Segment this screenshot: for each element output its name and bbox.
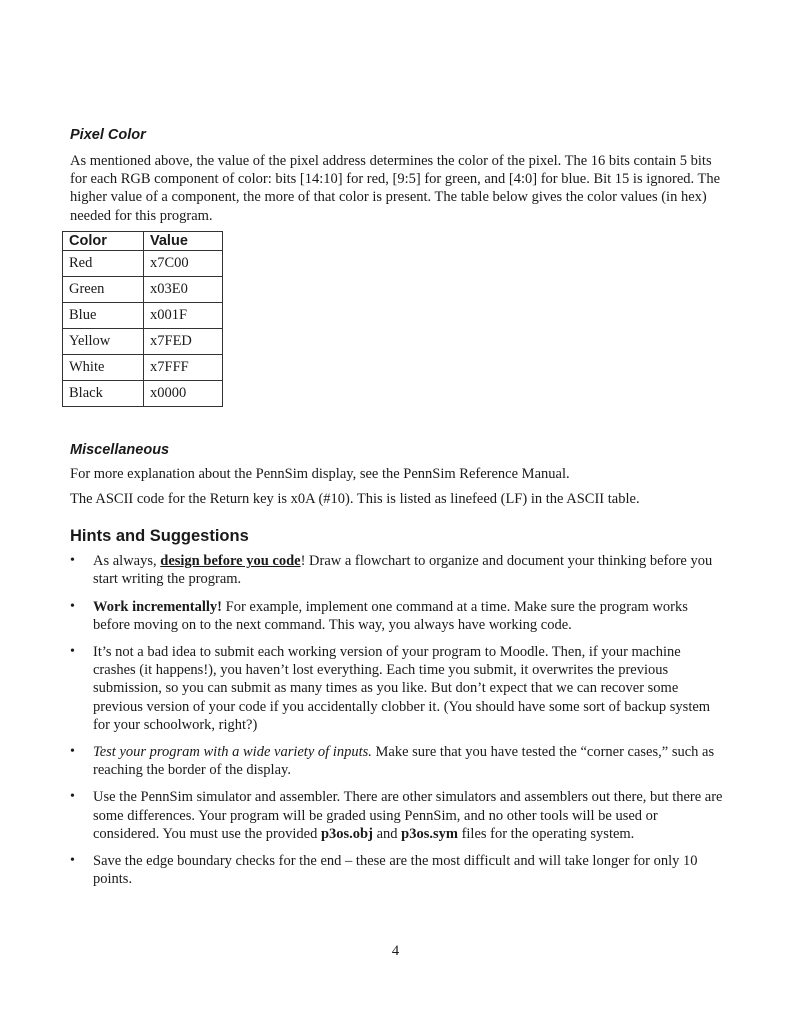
table-cell: x001F — [144, 302, 223, 328]
table-cell: x03E0 — [144, 276, 223, 302]
table-cell: x7FFF — [144, 354, 223, 380]
hint-emphasis: Test your program with a wide variety of inputs. — [93, 744, 372, 761]
table-row — [63, 354, 223, 380]
table-cell: Red — [63, 250, 144, 276]
table-row — [63, 250, 223, 276]
table-cell: Yellow — [63, 328, 144, 354]
table-cell: Black — [63, 380, 144, 406]
hint-text: ! Draw a flowchart to organize and document your thinking before you start writing the program. — [93, 553, 713, 588]
document-page — [70, 126, 725, 897]
hint-text: It’s not a bad idea to submit each working version of your program to Moodle. Then, if your machine crashes (it happens!), you haven’t lost everything. Each time you submit, it overwrites the previous submission, so you can submit as many times as you like. But don’t expect that we can recover some previous version of your code if you accidentally clobber it. (You should have some sort of backup system for your schoolwork, right?) — [93, 644, 711, 733]
table-cell: White — [63, 354, 144, 380]
page-number: 4 — [391, 943, 400, 959]
list-item — [70, 788, 725, 843]
table-row — [63, 328, 223, 354]
file-name: p3os.obj — [320, 825, 373, 842]
table-cell: Blue — [63, 302, 144, 328]
table-row — [63, 380, 223, 406]
table-header-value: Value — [144, 231, 223, 250]
miscellaneous-paragraph-1: For more explanation about the PennSim display, see the PennSim Reference Manual. — [70, 465, 570, 482]
table-cell: x7FED — [144, 328, 223, 354]
hint-text: files for the operating system. — [457, 825, 635, 842]
miscellaneous-heading: Miscellaneous — [70, 441, 170, 458]
list-item — [70, 743, 725, 779]
miscellaneous-paragraph-2: The ASCII code for the Return key is x0A (#10). This is listed as linefeed (LF) in the ASCII table. — [70, 491, 640, 508]
color-table — [62, 231, 223, 407]
table-cell: Green — [63, 276, 144, 302]
hint-emphasis: Work incrementally! — [93, 598, 223, 615]
bullet-icon: • — [70, 644, 75, 660]
hints-list — [70, 552, 725, 888]
table-row — [63, 276, 223, 302]
table-cell: x0000 — [144, 380, 223, 406]
bullet-icon: • — [70, 789, 75, 805]
hint-text: For example, implement one command at a time. Make sure the program works before moving on to the next command. This way, you always have working code. — [93, 598, 688, 633]
file-name: p3os.sym — [401, 825, 458, 842]
list-item — [70, 552, 725, 588]
hint-text: As always, — [93, 553, 161, 570]
list-item — [70, 852, 725, 888]
pixel-color-heading: Pixel Color — [70, 127, 146, 143]
hint-text: Use the PennSim simulator and assembler. There are other simulators and assemblers out there, but there are some differences. Your program will be graded using PennSim, and no other tools will be used or considered. You must use the provided — [93, 789, 723, 842]
bullet-icon: • — [70, 598, 75, 614]
table-row — [63, 302, 223, 328]
bullet-icon: • — [70, 744, 75, 760]
bullet-icon: • — [70, 853, 75, 869]
list-item — [70, 598, 725, 634]
hint-text: Make sure that you have tested the “corner cases,” such as reaching the border of the display. — [93, 744, 715, 779]
pixel-color-paragraph: As mentioned above, the value of the pixel address determines the color of the pixel. The 16 bits contain 5 bits for each RGB component of color: bits [14:10] for red, [9:5] for green, and [4:0] for blue. Bit 15 is ignored. The higher value of a component, the more of that color is present. The table below gives the color values (in hex) needed for this program. — [70, 153, 721, 224]
table-header-row — [63, 231, 223, 250]
hint-text: and — [372, 825, 402, 842]
hints-heading: Hints and Suggestions — [70, 527, 249, 546]
bullet-icon: • — [70, 553, 75, 569]
hint-emphasis: design before you code — [160, 553, 301, 570]
table-cell: x7C00 — [144, 250, 223, 276]
list-item — [70, 643, 725, 734]
table-header-color: Color — [63, 231, 144, 250]
hint-text: Save the edge boundary checks for the end – these are the most difficult and will take longer for only 10 points. — [93, 853, 698, 888]
